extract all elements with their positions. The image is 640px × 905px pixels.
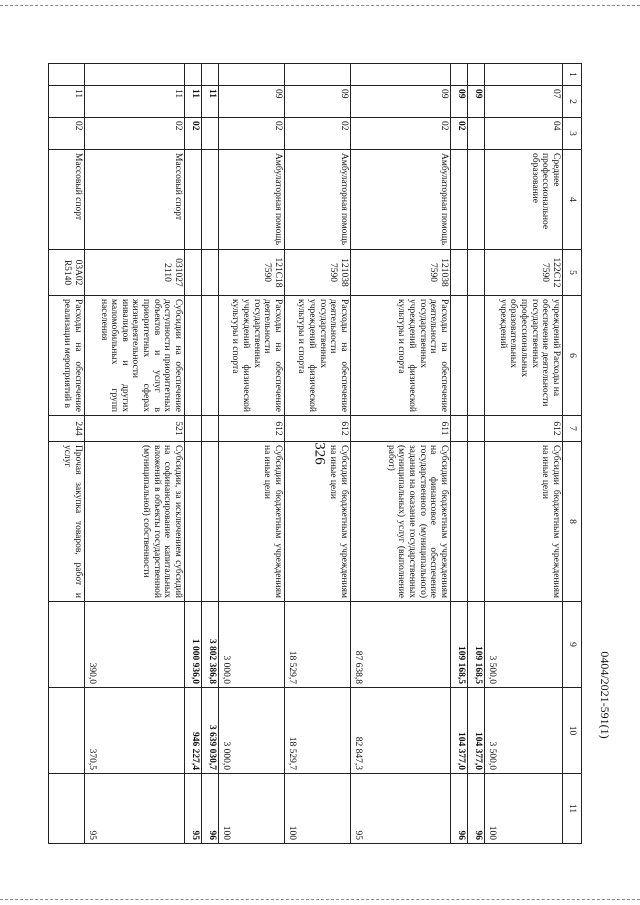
table-row	[351, 64, 451, 844]
table-cell	[49, 602, 85, 688]
column-header: 5	[563, 250, 582, 296]
column-header: 7	[563, 416, 582, 442]
table-cell: 96	[451, 774, 468, 844]
document-code: 0404/2021-591(1)	[598, 651, 612, 739]
table-cell: 3 000,0	[219, 602, 285, 688]
table-cell: 3 000,0	[219, 688, 285, 774]
table-row	[485, 64, 563, 844]
table-cell: Амбулаторная помощь	[285, 150, 351, 250]
table-cell: 612	[219, 416, 285, 442]
table-cell: 370,5	[85, 688, 185, 774]
table-cell: 09	[351, 86, 451, 118]
table-cell: 612	[485, 416, 563, 442]
table-cell: 1 000 936,0	[185, 602, 202, 688]
table-cell	[219, 64, 285, 86]
table-cell	[202, 416, 219, 442]
table-cell: 3 500,0	[485, 688, 563, 774]
table-cell: 87 638,8	[351, 602, 451, 688]
table-cell: Массовый спорт	[85, 150, 185, 250]
table-cell	[49, 688, 85, 774]
table-cell	[451, 442, 468, 602]
table-cell	[185, 250, 202, 296]
table-cell: 02	[351, 118, 451, 150]
table-cell: 02	[451, 118, 468, 150]
table-cell: 02	[185, 118, 202, 150]
table-cell: Расходы на обеспечение деятельности государственных учреждений физической культуры и спорта	[351, 296, 451, 416]
table-cell: 122C12 7590	[485, 250, 563, 296]
table-cell	[202, 118, 219, 150]
table-cell: 07	[485, 86, 563, 118]
table-cell	[485, 64, 563, 86]
header-row	[563, 64, 582, 844]
table-row	[468, 64, 485, 844]
table-cell: 100	[285, 774, 351, 844]
table-cell: Расходы на обеспечение деятельности государственных учреждений физической культуры и спорта	[219, 296, 285, 416]
table-cell	[451, 64, 468, 86]
table-cell	[49, 774, 85, 844]
table-cell	[202, 250, 219, 296]
table-cell: 95	[85, 774, 185, 844]
table-cell: 390,0	[85, 602, 185, 688]
table-cell: 11	[49, 86, 85, 118]
table-cell: 09	[219, 86, 285, 118]
table-row	[202, 64, 219, 844]
table-cell: учреждений Расходы на обеспечение деятельности государственных профессиональных образовательных учреждений	[485, 296, 563, 416]
table-row	[285, 64, 351, 844]
table-cell	[202, 296, 219, 416]
table-cell: 11	[202, 86, 219, 118]
table-cell: Среднее профессиональное образование	[485, 150, 563, 250]
scan-edge-bottom	[0, 899, 640, 900]
table-cell: 121C18 7590	[219, 250, 285, 296]
table-cell: 100	[485, 774, 563, 844]
column-header: 8	[563, 442, 582, 602]
table-cell: 611	[351, 416, 451, 442]
table-cell: 946 227,4	[185, 688, 202, 774]
table-cell: 09	[285, 86, 351, 118]
table-cell: 121038 7590	[285, 250, 351, 296]
table-row	[185, 64, 202, 844]
table-cell: 96	[202, 774, 219, 844]
table-cell: 18 529,7	[285, 688, 351, 774]
table-cell: Субсидии на обеспечение доступности приоритетных объектов и услуг в приоритетных сферах жизнедеятельности инвалидов и других маломобильных групп населения	[85, 296, 185, 416]
table-cell: 02	[49, 118, 85, 150]
table-cell: 09	[468, 86, 485, 118]
table-cell: Субсидии бюджетным учреждениям на иные цели	[219, 442, 285, 602]
table-cell: 521	[85, 416, 185, 442]
table-cell	[351, 64, 451, 86]
table-cell: Субсидии, за исключением субсидий на софинансирование капитальных вложений в объекты государственной (муниципальной) собственности	[85, 442, 185, 602]
table-cell: 03А02 R5140	[49, 250, 85, 296]
table-cell	[468, 150, 485, 250]
column-header: 1	[563, 64, 582, 86]
column-header: 4	[563, 150, 582, 250]
rotated-table-wrapper	[62, 63, 582, 843]
table-cell: 104 377,0	[468, 688, 485, 774]
table-cell: Субсидии бюджетным учреждениям на иные цели	[285, 442, 351, 602]
table-cell: 109 168,5	[468, 602, 485, 688]
table-cell: 11	[85, 86, 185, 118]
table-cell: Расходы на обеспечение деятельности государственных учреждений физической культуры и спорта	[285, 296, 351, 416]
table-cell: 121038 7590	[351, 250, 451, 296]
table-cell: Расходы на обеспечение реализации мероприятий в	[49, 296, 85, 416]
table-cell	[185, 64, 202, 86]
table-cell: 109 168,5	[451, 602, 468, 688]
table-cell: 031027 2110	[85, 250, 185, 296]
column-header: 2	[563, 86, 582, 118]
table-cell	[185, 442, 202, 602]
table-cell: 95	[351, 774, 451, 844]
page-number: 326	[311, 442, 328, 465]
table-cell	[451, 416, 468, 442]
table-row	[219, 64, 285, 844]
table-cell	[451, 150, 468, 250]
table-cell: 11	[185, 86, 202, 118]
table-cell	[451, 250, 468, 296]
table-cell: 02	[85, 118, 185, 150]
table-cell: 82 847,3	[351, 688, 451, 774]
table-cell: 3 802 386,8	[202, 602, 219, 688]
table-row	[451, 64, 468, 844]
table-cell	[468, 250, 485, 296]
table-cell: Субсидии бюджетным учреждениям на финансовое обеспечение государственного (муниципального) задания на оказание государственных (муниципальных) услуг (выполнение работ)	[351, 442, 451, 602]
budget-table	[48, 63, 582, 844]
column-header: 11	[563, 774, 582, 844]
table-row	[49, 64, 85, 844]
table-cell: 04	[485, 118, 563, 150]
table-cell: Массовый спорт	[49, 150, 85, 250]
table-cell: 3 500,0	[485, 602, 563, 688]
table-cell: 95	[185, 774, 202, 844]
table-cell: 09	[451, 86, 468, 118]
table-cell	[468, 118, 485, 150]
table-cell	[202, 64, 219, 86]
table-cell: Субсидии бюджетным учреждениям на иные цели	[485, 442, 563, 602]
scan-edge-top	[0, 5, 640, 6]
table-cell	[185, 416, 202, 442]
table-cell: 612	[285, 416, 351, 442]
table-cell: 02	[285, 118, 351, 150]
table-cell	[451, 296, 468, 416]
table-cell	[85, 64, 185, 86]
column-header: 6	[563, 296, 582, 416]
table-cell	[468, 416, 485, 442]
table-cell: 100	[219, 774, 285, 844]
table-cell: 96	[468, 774, 485, 844]
table-cell	[202, 150, 219, 250]
table-cell: Прочая закупка товаров, работ и услуг	[49, 442, 85, 602]
table-cell: 244	[49, 416, 85, 442]
table-cell	[49, 64, 85, 86]
table-cell: 18 529,7	[285, 602, 351, 688]
table-cell	[285, 64, 351, 86]
table-cell: 104 377,0	[451, 688, 468, 774]
table-cell	[468, 64, 485, 86]
table-cell: 3 639 030,7	[202, 688, 219, 774]
table-cell	[468, 442, 485, 602]
table-row	[85, 64, 185, 844]
table-cell: Амбулаторная помощь	[351, 150, 451, 250]
table-cell	[185, 150, 202, 250]
table-cell	[468, 296, 485, 416]
column-header: 9	[563, 602, 582, 688]
table-cell: 02	[219, 118, 285, 150]
table-cell: Амбулаторная помощь	[219, 150, 285, 250]
table-cell	[202, 442, 219, 602]
column-header: 10	[563, 688, 582, 774]
column-header: 3	[563, 118, 582, 150]
table-cell	[185, 296, 202, 416]
